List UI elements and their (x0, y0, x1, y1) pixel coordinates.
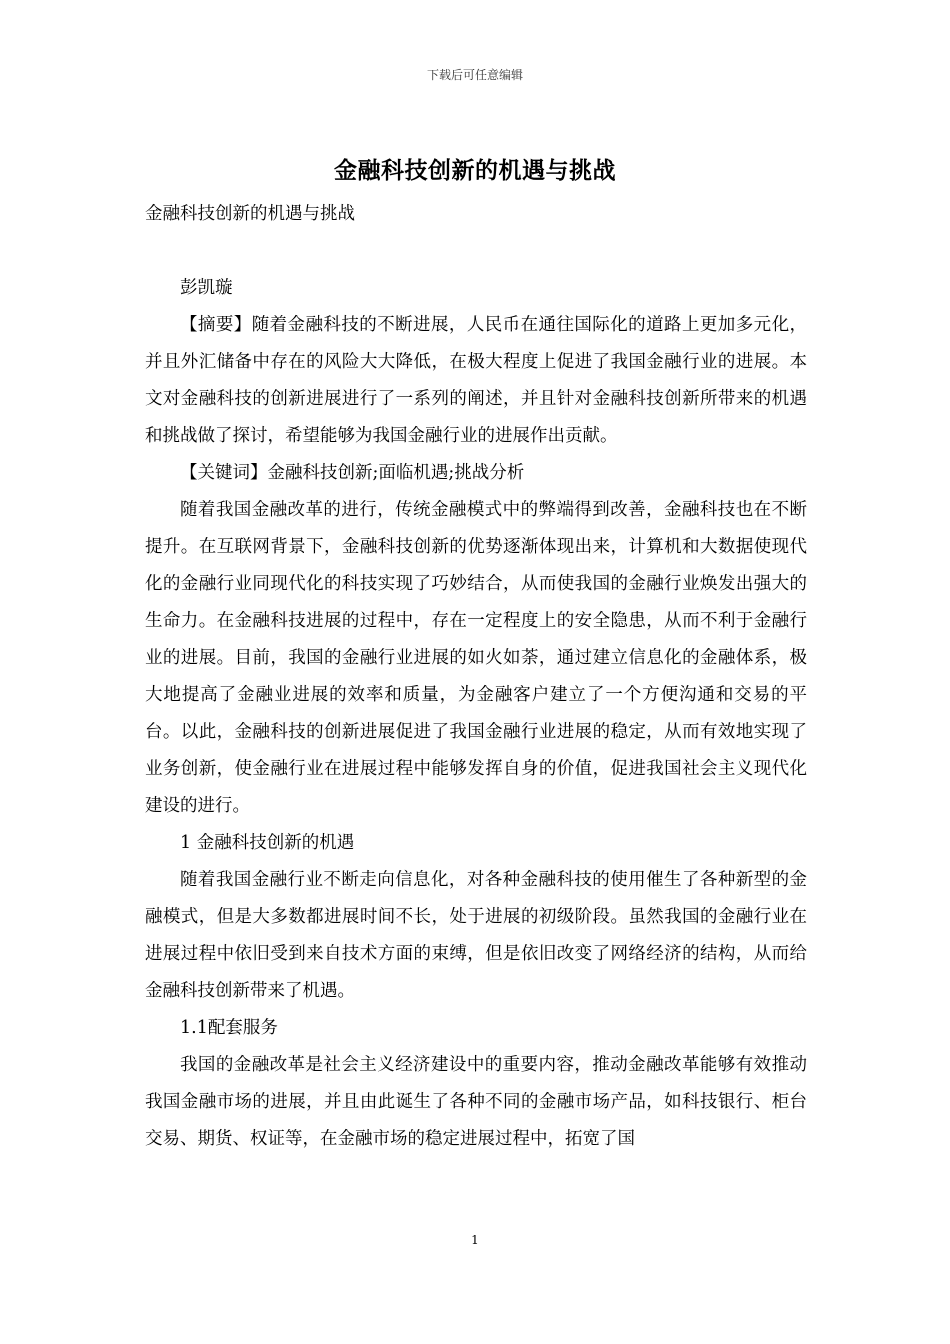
section-1-heading: 1 金融科技创新的机遇 (180, 833, 355, 853)
section-1-1-heading: 1.1配套服务 (180, 1018, 278, 1038)
document-title: 金融科技创新的机遇与挑战 (334, 157, 616, 184)
subtitle: 金融科技创新的机遇与挑战 (145, 204, 355, 224)
section-1-paragraph: 随着我国金融行业不断走向信息化，对各种金融科技的使用催生了各种新型的金融模式，但是大多数都进展时间不长，处于进展的初级阶段。虽然我国的金融行业在进展过程中依旧受到来自技术方面的束缚，但是依旧改变了网络经济的结构，从而给金融科技创新带来了机遇。 (145, 870, 807, 1001)
page-header-note: 下载后可任意编辑 (426, 68, 523, 82)
intro-paragraph: 随着我国金融改革的进行，传统金融模式中的弊端得到改善，金融科技也在不断提升。在互联网背景下，金融科技创新的优势逐渐体现出来，计算机和大数据使现代化的金融行业同现代化的科技实现了巧妙结合，从而使我国的金融行业焕发出强大的生命力。在金融科技进展的过程中，存在一定程度上的安全隐患，从而不利于金融行业的进展。目前，我国的金融行业进展的如火如荼，通过建立信息化的金融体系，极大地提高了金融业进展的效率和质量，为金融客户建立了一个方便沟通和交易的平台。以此，金融科技的创新进展促进了我国金融行业进展的稳定，从而有效地实现了业务创新，使金融行业在进展过程中能够发挥自身的价值，促进我国社会主义现代化建设的进行。 (145, 500, 807, 816)
author: 彭凯璇 (180, 278, 233, 298)
section-1-1-paragraph: 我国的金融改革是社会主义经济建设中的重要内容，推动金融改革能够有效推动我国金融市场的进展，并且由此诞生了各种不同的金融市场产品，如科技银行、柜台交易、期货、权证等，在金融市场的稳定进展过程中，拓宽了国 (145, 1055, 807, 1149)
keywords-paragraph: 【关键词】金融科技创新;面临机遇;挑战分析 (180, 463, 525, 483)
page-number: 1 (471, 1233, 479, 1247)
document-body (145, 196, 807, 1158)
abstract-paragraph: 【摘要】随着金融科技的不断进展，人民币在通往国际化的道路上更加多元化，并且外汇储备中存在的风险大大降低，在极大程度上促进了我国金融行业的进展。本文对金融科技的创新进展进行了一系列的阐述，并且针对金融科技创新所带来的机遇和挑战做了探讨，希望能够为我国金融行业的进展作出贡献。 (145, 315, 807, 446)
spacer (145, 233, 807, 270)
